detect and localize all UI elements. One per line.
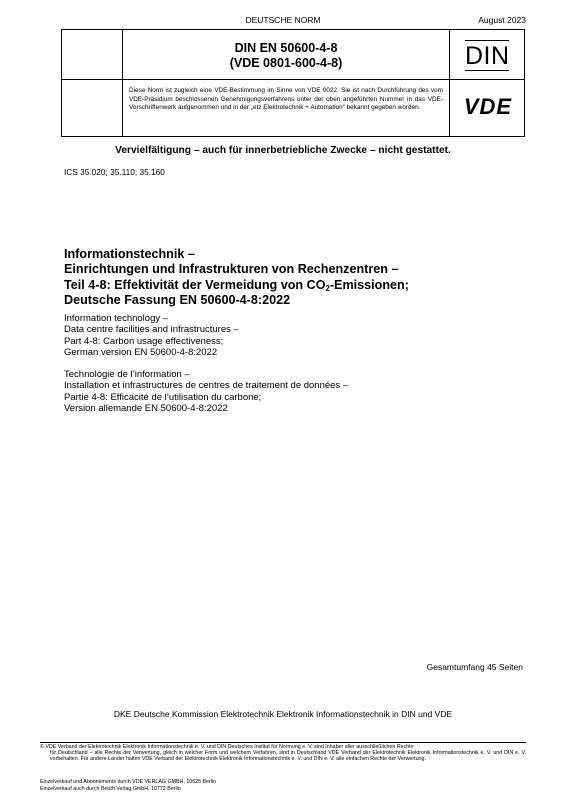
ics-codes: ICS 35.020; 35.110; 35.160 xyxy=(64,167,165,177)
dke-line: DKE Deutsche Kommission Elektrotechnik Elektronik Informationstechnik in DIN und VDE xyxy=(113,709,453,719)
din-logo-bottom-bar xyxy=(465,70,509,71)
title-en-line1: Information technology – xyxy=(64,313,169,324)
title-de-line2: Einrichtungen und Infrastrukturen von Rechenzentren – xyxy=(64,262,399,277)
document-number-vde: (VDE 0801-600-4-8) xyxy=(229,56,343,70)
din-logo-top-bar xyxy=(465,40,509,41)
title-english xyxy=(64,313,239,359)
total-pages: Gesamtumfang 45 Seiten xyxy=(426,662,523,672)
title-de-line1: Informationstechnik – xyxy=(64,247,195,261)
norm-label: DEUTSCHE NORM xyxy=(245,15,321,25)
frame-divider-middle xyxy=(62,79,524,80)
title-en-line2: Data centre facilities and infrastructures – xyxy=(64,324,239,336)
din-logo-text: DIN xyxy=(465,42,510,70)
title-de-line3-sub: 2 xyxy=(325,283,330,293)
reproduction-notice: Vervielfältigung – auch für innerbetriebliche Zwecke – nicht gestattet. xyxy=(115,145,451,156)
header-frame xyxy=(61,29,525,137)
copyright-notice xyxy=(40,744,526,763)
title-en-line4: German version EN 50600-4-8:2022 xyxy=(64,347,218,359)
title-en-line3: Part 4-8: Carbon usage effectiveness; xyxy=(64,335,224,347)
title-fr-line3: Partie 4-8: Efficacité de l’utilisation du carbone; xyxy=(64,391,262,403)
footer-divider xyxy=(40,742,526,743)
frame-divider-left xyxy=(122,30,123,136)
copyright-line1: © VDE Verband der Elektrotechnik Elektronik Informationstechnik e. V. und DIN Deutsches Institut für Normung e. V. sind Inhaber aller ausschließlichen Rechte xyxy=(40,744,414,750)
title-german xyxy=(64,247,409,308)
title-de-line3-pre: Teil 4-8: Effektivität der Vermeidung von CO xyxy=(64,277,326,292)
publication-date: August 2023 xyxy=(478,15,526,25)
vde-logo: VDE xyxy=(463,94,513,119)
din-logo xyxy=(465,40,509,72)
document-number-din: DIN EN 50600-4-8 xyxy=(234,41,338,55)
copyright-line-rest: für Deutschland – alle Rechte der Verwertung, gleich in welcher Form und welchem Verfahren, sind in Deutschland VDE Verband der Elektrotechnik Elektronik Informationstechnik e. V. und DIN e. V. vorbehalten. Für andere Länder halten VDE Verband der Elektrotechnik Elektronik Informationstechnik e. V. und DIN e. V. alle einfachen Rechte der Verwertung. xyxy=(50,750,526,763)
footer-sales-beuth: Einzelverkauf auch durch Beuth Verlag GmbH, 10772 Berlin xyxy=(40,786,181,792)
title-de-line3 xyxy=(64,278,409,293)
frame-divider-right xyxy=(449,30,450,136)
title-de-line3-post: -Emissionen; xyxy=(329,277,409,292)
footer-sales-vde: Einzelverkauf und Abonnements durch VDE VERLAG GMBH, 10625 Berlin xyxy=(40,779,217,785)
title-fr-line2: Installation et infrastructures de centres de traitement de données – xyxy=(64,380,349,392)
title-de-line4: Deutsche Fassung EN 50600-4-8:2022 xyxy=(64,292,291,307)
document-number xyxy=(124,41,448,71)
title-fr-line4: Version allemande EN 50600-4-8:2022 xyxy=(64,403,228,415)
title-fr-line1: Technologie de l’information – xyxy=(64,369,190,380)
vde-legal-notice: Diese Norm ist zugleich eine VDE-Bestimmung im Sinne von VDE 0022. Sie ist nach Durchführung des vom VDE-Präsidium beschlossenen Genehmigungsverfahrens unter der oben angeführten Nummer in das VDE-Vorschriftenwerk aufgenommen und in der „etz Elektrotechnik + Automation“ bekannt gegeben worden. xyxy=(129,87,443,112)
title-french xyxy=(64,369,348,415)
